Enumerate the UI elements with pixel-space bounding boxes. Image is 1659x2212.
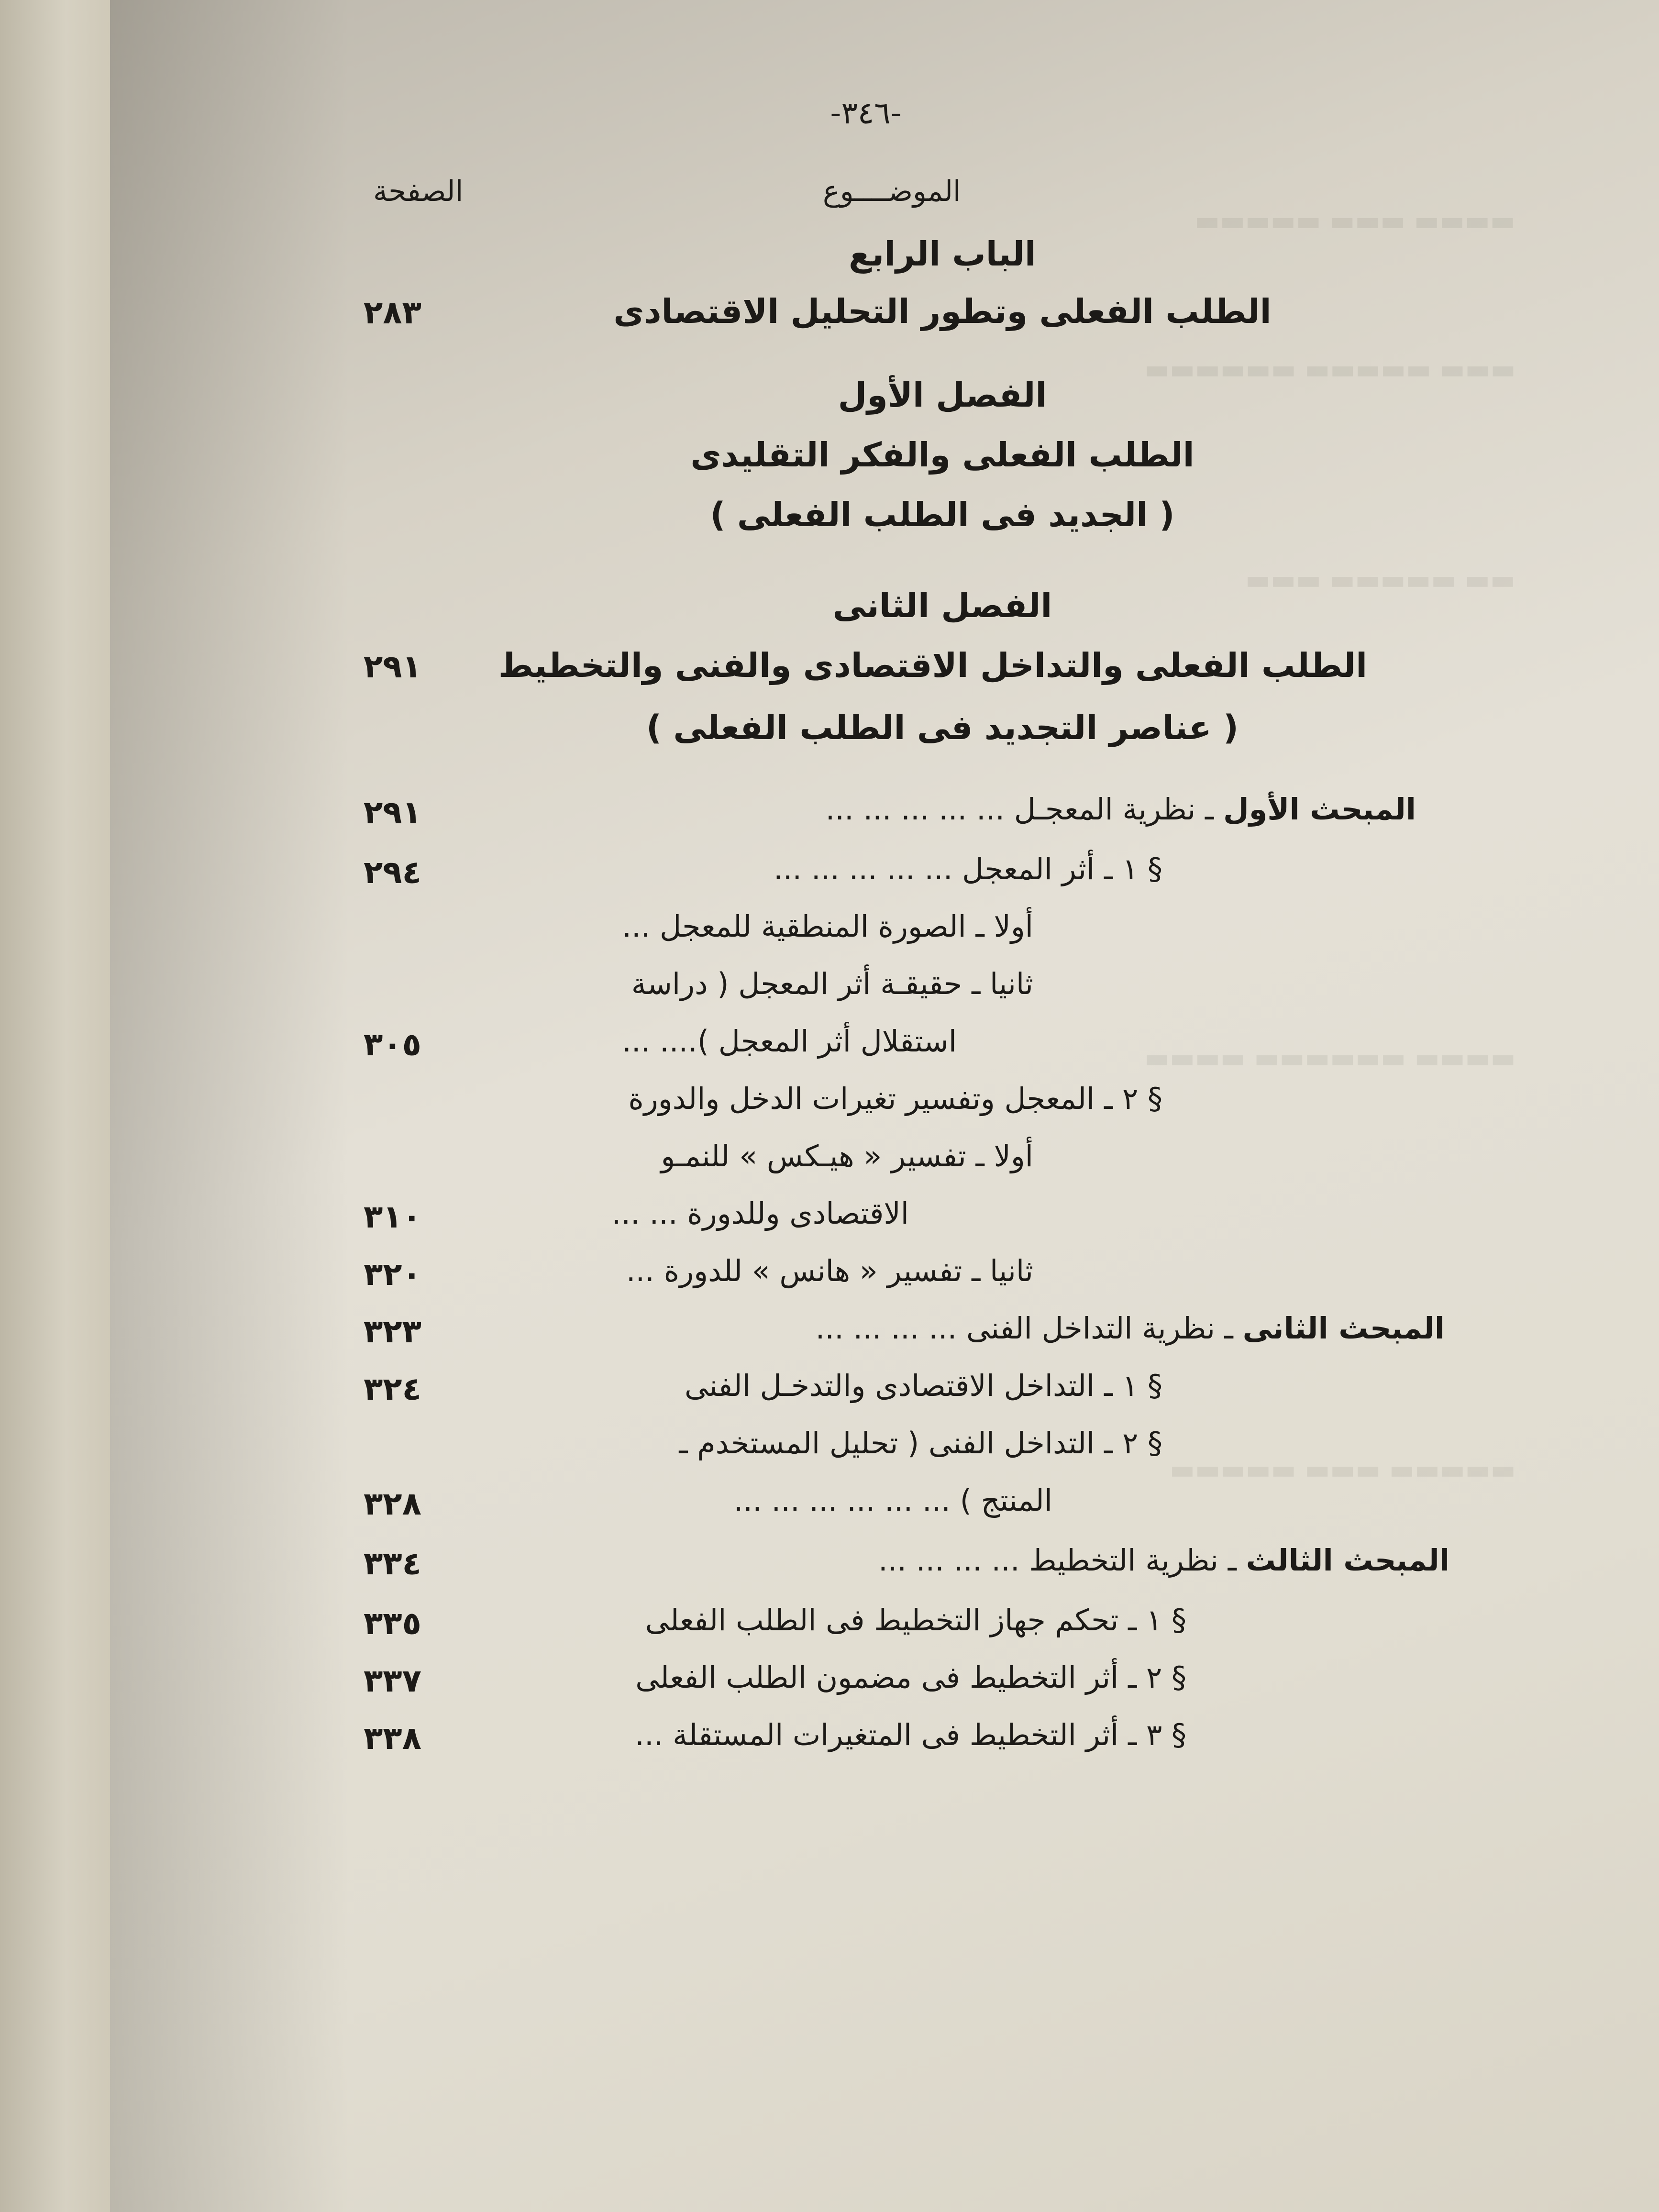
entry-page: ٣٣٥	[364, 1605, 421, 1642]
toc-entry: § ٢ ـ التداخل الفنى ( تحليل المستخدم ـ	[679, 1426, 1162, 1460]
entry-page: ٣٣٧	[364, 1662, 421, 1699]
entry-page: ٣٣٨	[364, 1720, 421, 1757]
toc-entry	[478, 792, 1416, 827]
part-page: ٢٨٣	[364, 294, 421, 331]
toc-entry: § ١ ـ تحكم جهاز التخطيط فى الطلب الفعلى	[645, 1603, 1186, 1637]
toc-entry	[478, 1543, 1449, 1578]
toc-entry: § ١ ـ أثر المعجل ... ... ... ... ...	[773, 852, 1162, 886]
entry-page: ٢٩١	[364, 794, 421, 831]
page-shadow	[110, 0, 349, 2212]
part-title: الباب الرابع	[849, 234, 1036, 274]
bleed-through: ▬▬▬▬▬ ▬▬▬ ▬▬▬▬	[1194, 206, 1515, 237]
section-heading: المبحث الثالث	[1246, 1543, 1449, 1578]
toc-entry: أولا ـ الصورة المنطقية للمعجل ...	[622, 909, 1033, 944]
toc-entry: § ١ ـ التداخل الاقتصادى والتدخـل الفنى	[685, 1368, 1162, 1403]
entry-text: ـ نظرية المعجـل ... ... ... ... ...	[825, 792, 1214, 827]
entry-page: ٣٠٥	[364, 1026, 421, 1063]
part-subtitle: الطلب الفعلى وتطور التحليل الاقتصادى	[613, 292, 1272, 331]
header-topic: الموضــــوع	[823, 175, 961, 208]
chapter2-note: ( عناصر التجديد فى الطلب الفعلى )	[646, 708, 1239, 747]
entry-page: ٣٢٣	[364, 1313, 421, 1350]
entry-page: ٣١٠	[364, 1198, 421, 1235]
toc-entry: § ٢ ـ أثر التخطيط فى مضمون الطلب الفعلى	[635, 1660, 1186, 1695]
chapter2-title: الفصل الثانى	[832, 586, 1052, 625]
toc-entry: ثانيا ـ تفسير « هانس » للدورة ...	[626, 1253, 1033, 1288]
entry-text: ـ نظرية التداخل الفنى ... ... ... ...	[815, 1311, 1233, 1346]
section-heading: المبحث الأول	[1223, 792, 1416, 827]
page-number: -٣٤٦-	[830, 96, 902, 131]
toc-entry	[478, 1311, 1445, 1346]
toc-entry: § ٢ ـ المعجل وتفسير تغيرات الدخل والدورة	[628, 1081, 1162, 1116]
toc-entry: أولا ـ تفسير « هيـكس » للنمـو	[661, 1139, 1033, 1173]
chapter2-subtitle: الطلب الفعلى والتداخل الاقتصادى والفنى والتخطيط	[498, 646, 1368, 685]
chapter2-page: ٢٩١	[364, 648, 421, 685]
entry-page: ٣٢٠	[364, 1256, 421, 1293]
chapter1-subtitle: الطلب الفعلى والفكر التقليدى	[690, 435, 1194, 475]
entry-text: ـ نظرية التخطيط ... ... ... ...	[878, 1543, 1237, 1578]
chapter1-note: ( الجديد فى الطلب الفعلى )	[710, 495, 1175, 534]
entry-page: ٣٢٨	[364, 1485, 421, 1522]
header-page: الصفحة	[373, 175, 464, 208]
toc-entry: الاقتصادى وللدورة ... ...	[611, 1196, 909, 1231]
bleed-through: ▬▬▬▬▬▬ ▬▬▬▬▬ ▬▬▬	[1144, 354, 1515, 385]
toc-entry: المنتج ) ... ... ... ... ... ...	[733, 1483, 1052, 1518]
entry-page: ٣٣٤	[364, 1545, 421, 1582]
chapter1-title: الفصل الأول	[838, 376, 1047, 415]
entry-page: ٣٢٤	[364, 1371, 421, 1407]
section-heading: المبحث الثانى	[1242, 1311, 1445, 1346]
bleed-through: ▬▬▬ ▬▬▬▬▬ ▬▬	[1245, 564, 1515, 596]
bleed-through: ▬▬▬▬ ▬▬▬▬▬▬ ▬▬▬▬	[1144, 1043, 1515, 1074]
toc-entry: ثانيا ـ حقيقـة أثر المعجل ( دراسة	[631, 966, 1033, 1001]
bleed-through: ▬▬▬▬▬ ▬▬▬ ▬▬▬▬▬	[1169, 1454, 1515, 1485]
book-gutter	[0, 0, 110, 2212]
entry-page: ٢٩٤	[364, 854, 421, 891]
toc-entry: § ٣ ـ أثر التخطيط فى المتغيرات المستقلة ...	[635, 1717, 1186, 1752]
toc-entry: استقلال أثر المعجل ).... ...	[622, 1024, 957, 1059]
